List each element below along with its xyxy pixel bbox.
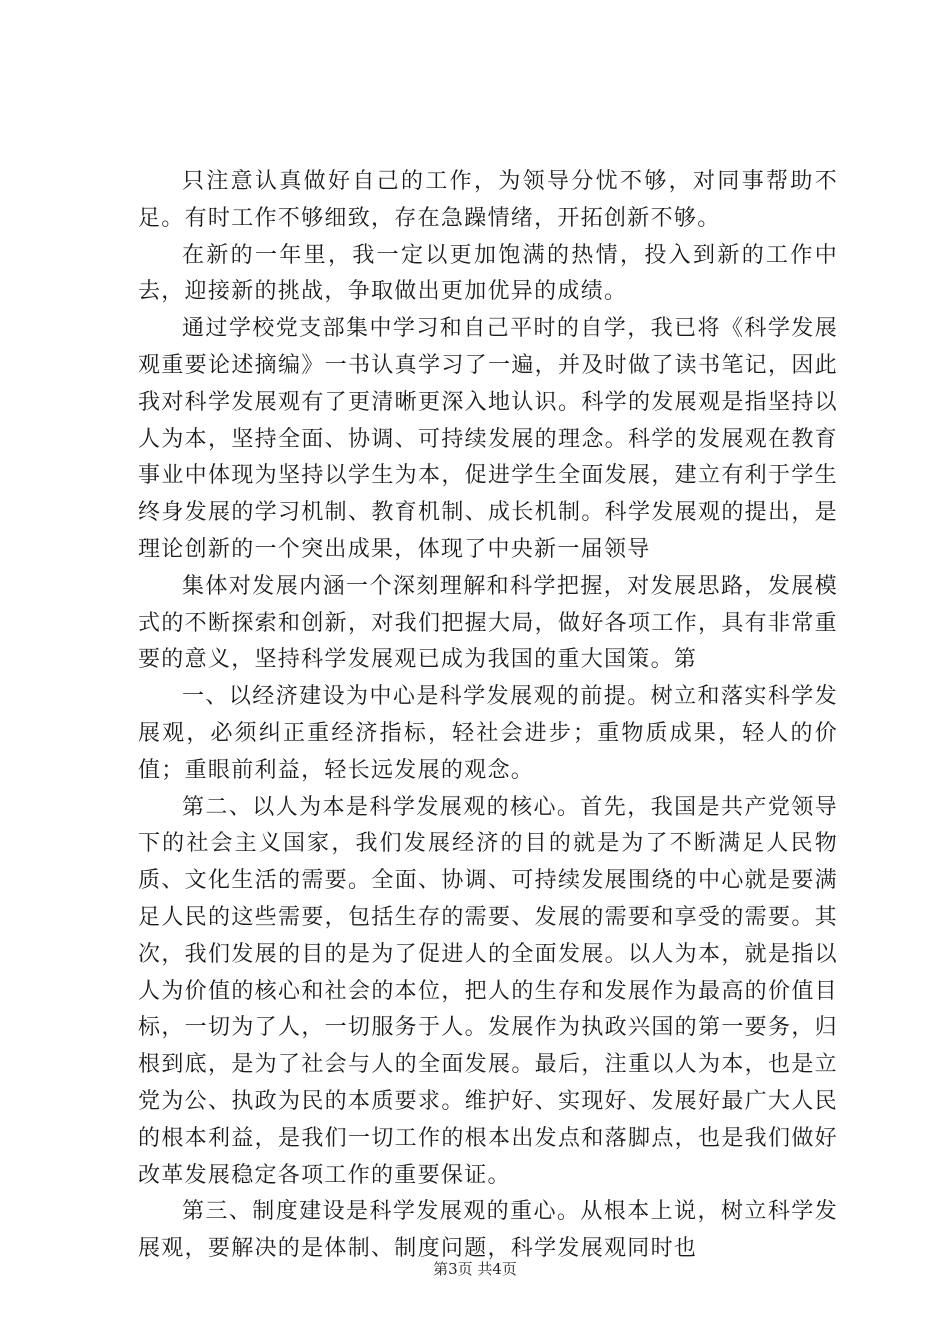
paragraph-5: 一、以经济建设为中心是科学发展观的前提。树立和落实科学发展观，必须纠正重经济指标，轻社会进步；重物质成果，轻人的价值；重眼前利益，轻长远发展的观念。 [138,684,838,783]
page-number-footer: 第3页 共4页 [433,1260,517,1278]
document-body [138,164,838,1268]
paragraph-6: 第二、以人为本是科学发展观的核心。首先，我国是共产党领导下的社会主义国家，我们发展经济的目的就是为了不断满足人民物质、文化生活的需要。全面、协调、可持续发展围绕的中心就是要满足人民的这些需要，包括生存的需要、发展的需要和享受的需要。其次，我们发展的目的是为了促进人的全面发展。以人为本，就是指以人为价值的核心和社会的本位，把人的生存和发展作为最高的价值目标，一切为了人，一切服务于人。发展作为执政兴国的第一要务，归根到底，是为了社会与人的全面发展。最后，注重以人为本，也是立党为公、执政为民的本质要求。维护好、实现好、发展好最广大人民的根本利益，是我们一切工作的根本出发点和落脚点，也是我们做好改革发展稳定各项工作的重要保证。 [138,794,838,1188]
paragraph-1: 只注意认真做好自己的工作，为领导分忧不够，对同事帮助不足。有时工作不够细致，存在急躁情绪，开拓创新不够。 [138,169,838,231]
paragraph-7: 第三、制度建设是科学发展观的重心。从根本上说，树立科学发展观，要解决的是体制、制度问题，科学发展观同时也 [138,1199,838,1262]
paragraph-4: 集体对发展内涵一个深刻理解和科学把握，对发展思路，发展模式的不断探索和创新，对我们把握大局，做好各项工作，具有非常重要的意义，坚持科学发展观已成为我国的重大国策。第 [138,573,838,673]
paragraph-2: 在新的一年里，我一定以更加饱满的热情，投入到新的工作中去，迎接新的挑战，争取做出更加优异的成绩。 [138,242,838,305]
paragraph-3: 通过学校党支部集中学习和自己平时的自学，我已将《科学发展观重要论述摘编》一书认真学习了一遍，并及时做了读书笔记，因此我对科学发展观有了更清晰更深入地认识。科学的发展观是指坚持以人为本，坚持全面、协调、可持续发展的理念。科学的发展观在教育事业中体现为坚持以学生为本，促进学生全面发展，建立有利于学生终身发展的学习机制、教育机制、成长机制。科学发展观的提出，是理论创新的一个突出成果，体现了中央新一届领导 [138,316,838,562]
